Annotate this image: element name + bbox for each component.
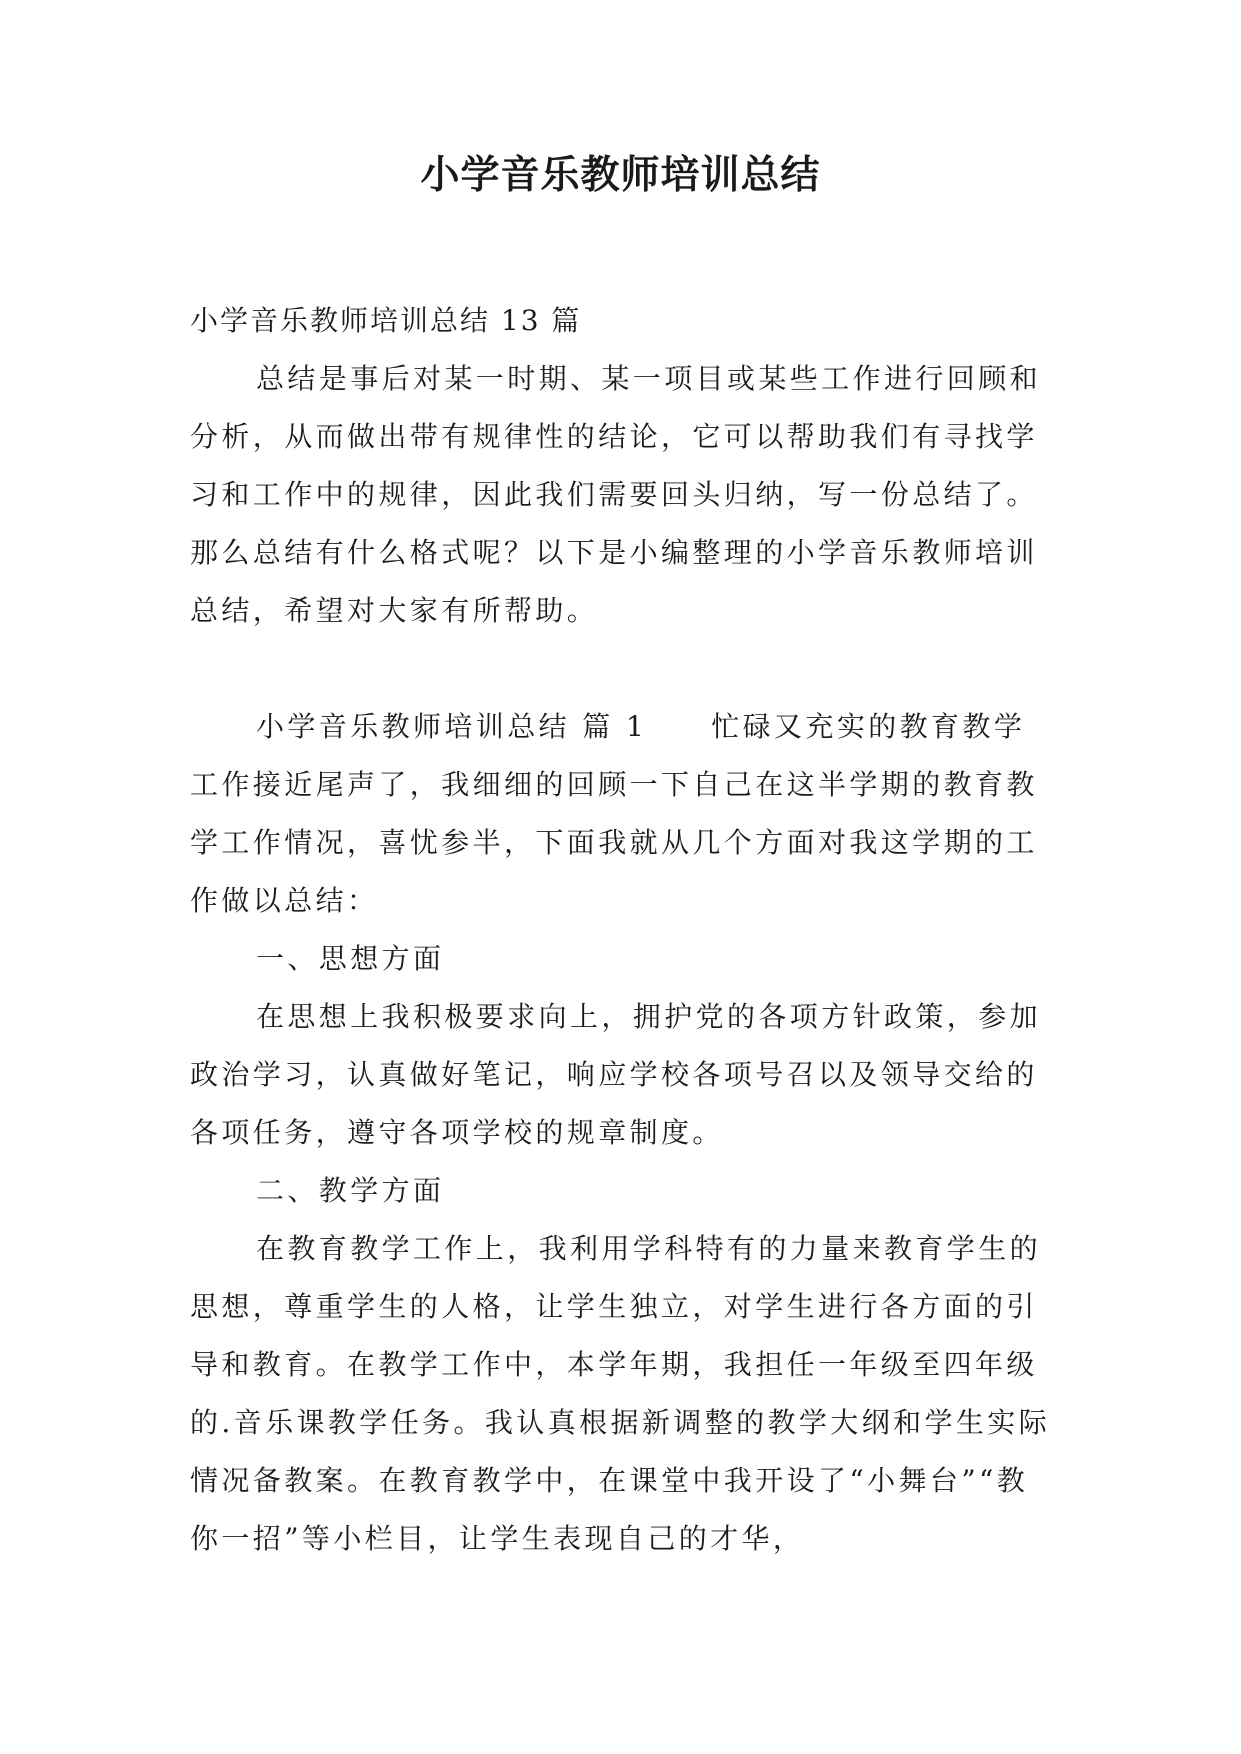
section-1-text: 忙碌又充实的教育教学工作接近尾声了，我细细的回顾一下自己在这半学期的教育教学工作情况，喜忧参半，下面我就从几个方面对我这学期的工作做以总结： — [190, 710, 1038, 917]
document-title: 小学音乐教师培训总结 — [420, 153, 821, 198]
paragraph-spacer — [190, 640, 1054, 698]
heading-thought: 一、思想方面 — [256, 942, 445, 975]
section-1-paragraph — [190, 698, 1054, 930]
heading-teaching: 二、教学方面 — [256, 1174, 445, 1207]
paragraph-teaching: 在教育教学工作上，我利用学科特有的力量来教育学生的思想，尊重学生的人格，让学生独立，对学生进行各方面的引导和教育。在教学工作中，本学年期，我担任一年级至四年级的.音乐课教学任务。我认真根据新调整的教学大纲和学生实际情况备教案。在教育教学中，在课堂中我开设了“小舞台”“教你一招”等小栏目，让学生表现自己的才华， — [190, 1232, 1051, 1555]
intro-paragraph: 总结是事后对某一时期、某一项目或某些工作进行回顾和分析，从而做出带有规律性的结论，它可以帮助我们有寻找学习和工作中的规律，因此我们需要回头归纳，写一份总结了。那么总结有什么格式呢？以下是小编整理的小学音乐教师培训总结，希望对大家有所帮助。 — [190, 362, 1042, 627]
document-subtitle: 小学音乐教师培训总结 13 篇 — [190, 304, 582, 337]
section-1-heading: 小学音乐教师培训总结 篇 1 — [256, 710, 648, 743]
document-body — [190, 292, 1054, 1568]
paragraph-thought: 在思想上我积极要求向上，拥护党的各项方针政策，参加政治学习，认真做好笔记，响应学校各项号召以及领导交给的各项任务，遵守各项学校的规章制度。 — [190, 1000, 1042, 1149]
